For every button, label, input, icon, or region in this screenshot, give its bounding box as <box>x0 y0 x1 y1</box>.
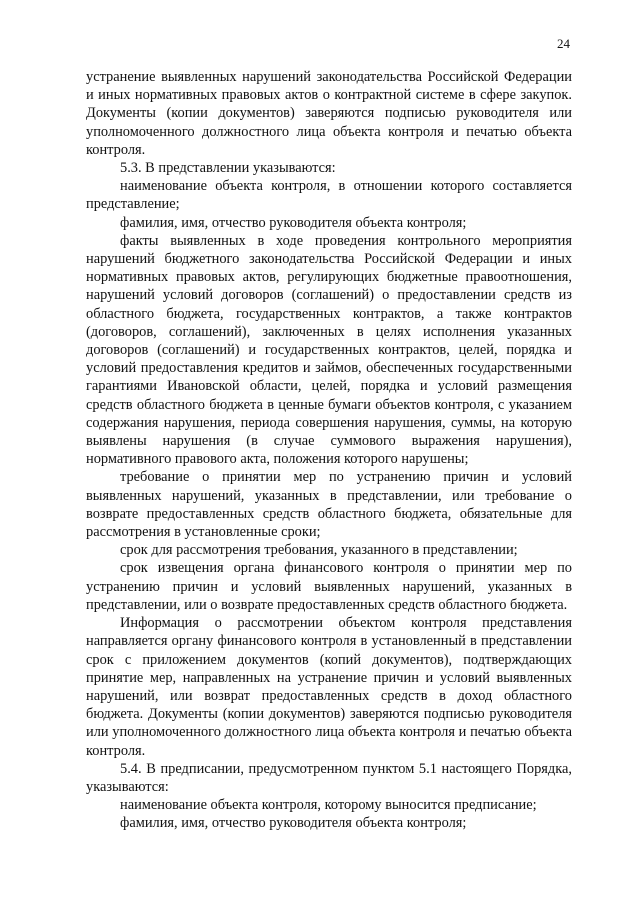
paragraph-item-notification-deadline: срок извещения органа финансового контроля о принятии мер по устранению причин и условий выявленных нарушений, указанных в представлении, или о возврате предоставленных средств областного бюджета. <box>86 560 572 613</box>
paragraph-item-requirement: требование о принятии мер по устранению причин и условий выявленных нарушений, указанных в представлении, или требование о возврате предоставленных средств областного бюджета, обязательные для рассмотрения в установленные сроки; <box>86 469 572 541</box>
paragraph-item-object-name: наименование объекта контроля, в отношении которого составляется представление; <box>86 178 572 213</box>
paragraph-continuation: устранение выявленных нарушений законодательства Российской Федерации и иных нормативных правовых актов о контрактной системе в сфере закупок. Документы (копии документов) заверяются подписью руководителя или уполномоченного должностного лица объекта контроля и печатью объекта контроля. <box>86 69 572 158</box>
document-body <box>86 68 572 833</box>
page-number: 24 <box>557 36 570 51</box>
paragraph-section-5-3-heading: 5.3. В представлении указываются: <box>120 160 336 177</box>
paragraph-item-violation-facts: факты выявленных в ходе проведения контрольного мероприятия нарушений бюджетного законодательства Российской Федерации и иных нормативных правовых актов, регулирующих бюджетные правоотношения, нарушений условий договоров (соглашений) о предоставлении средств из областного бюджета, государственных контрактов, а также контрактов (договоров, соглашений), заключенных в целях исполнения указанных договоров (соглашений) и государственных контрактов, целей, порядка и условий предоставления кредитов и займов, обеспеченных государственными гарантиями Ивановской области, целей, порядка и условий размещения средств областного бюджета в ценные бумаги объектов контроля, с указанием содержания нарушения, периода совершения нарушения, суммы, на которую выявлены нарушения (в случае суммового выражения нарушения), нормативного правового акта, положения которого нарушены; <box>86 232 572 468</box>
paragraph-section-5-4-heading: 5.4. В предписании, предусмотренном пунктом 5.1 настоящего Порядка, указываются: <box>86 760 572 795</box>
paragraph-item-review-deadline: срок для рассмотрения требования, указанного в представлении; <box>120 542 518 559</box>
paragraph-review-information: Информация о рассмотрении объектом контроля представления направляется органу финансового контроля в установленный в представлении срок с приложением документов (копий документов), подтверждающих принятие мер, направленных на устранение причин и условий выявленных нарушений, или возврат предоставленных средств в доход областного бюджета. Документы (копии документов) заверяются подписью руководителя или уполномоченного должностного лица объекта контроля и печатью объекта контроля. <box>86 615 572 759</box>
paragraph-item-head-name: фамилия, имя, отчество руководителя объекта контроля; <box>120 214 467 231</box>
paragraph-item-prescription-head-name: фамилия, имя, отчество руководителя объекта контроля; <box>120 815 467 832</box>
paragraph-item-prescription-object: наименование объекта контроля, которому выносится предписание; <box>120 797 537 814</box>
